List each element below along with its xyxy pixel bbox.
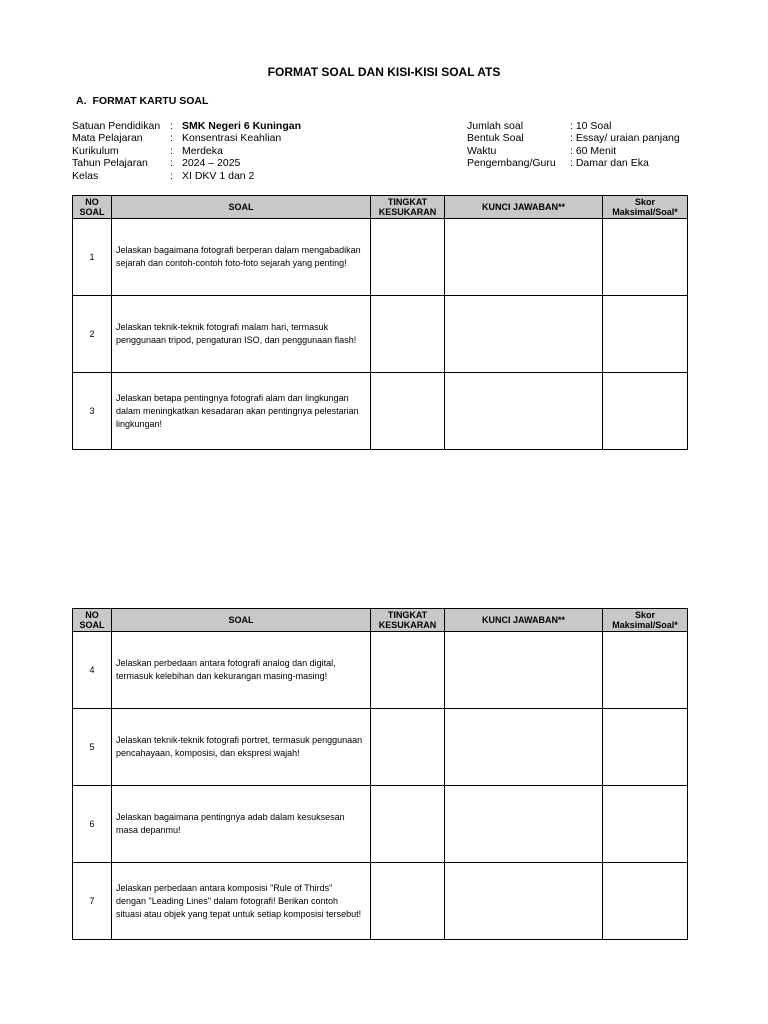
answer-key-cell <box>445 632 603 709</box>
header-tingkat-kesukaran: TINGKAT KESUKARAN <box>371 609 445 632</box>
table-row <box>73 786 688 863</box>
answer-key-cell <box>445 296 603 373</box>
difficulty-cell <box>371 863 445 940</box>
header-soal: SOAL <box>112 609 371 632</box>
question-number: 5 <box>73 709 112 786</box>
header-soal: SOAL <box>112 196 371 219</box>
difficulty-cell <box>371 632 445 709</box>
page-title: FORMAT SOAL DAN KISI-KISI SOAL ATS <box>267 65 501 79</box>
info-colon: : <box>170 144 173 157</box>
max-score-cell <box>603 219 688 296</box>
info-colon: : <box>170 169 173 182</box>
question-table-2 <box>72 608 688 940</box>
info-row-bentuk <box>467 132 680 144</box>
info-label: Jumlah soal <box>467 120 524 132</box>
question-text: Jelaskan bagaimana fotografi berperan dalam mengabadikan sejarah dan contoh-contoh foto-foto sejarah yang penting! <box>112 219 371 296</box>
question-number: 7 <box>73 863 112 940</box>
info-value: Merdeka <box>182 144 223 157</box>
question-text: Jelaskan betapa pentingnya fotografi alam dan lingkungan dalam meningkatkan kesadaran akan pentingnya pelestarian lingkungan! <box>112 373 371 450</box>
question-text: Jelaskan teknik-teknik fotografi malam hari, termasuk penggunaan tripod, pengaturan ISO, dan penggunaan flash! <box>112 296 371 373</box>
info-label: Bentuk Soal <box>467 132 524 145</box>
section-label: FORMAT KARTU SOAL <box>92 95 209 107</box>
answer-key-cell <box>445 219 603 296</box>
info-row-pengembang <box>467 157 680 169</box>
question-text: Jelaskan bagaimana pentingnya adab dalam kesuksesan masa depanmu! <box>112 786 371 863</box>
question-number: 2 <box>73 296 112 373</box>
max-score-cell <box>603 863 688 940</box>
info-value: : Essay/ uraian panjang <box>570 132 680 145</box>
info-label: Kurikulum <box>72 144 119 157</box>
header-kunci-jawaban: KUNCI JAWABAN** <box>445 609 603 632</box>
header-tingkat-kesukaran: TINGKAT KESUKARAN <box>371 196 445 219</box>
info-row-kurikulum <box>72 145 301 157</box>
question-text: Jelaskan perbedaan antara fotografi analog dan digital, termasuk kelebihan dan kekurangan masing-masing! <box>112 632 371 709</box>
info-row-kelas <box>72 170 301 182</box>
answer-key-cell <box>445 863 603 940</box>
table-row <box>73 632 688 709</box>
table-header-row <box>73 196 688 219</box>
section-number: A. <box>76 95 87 107</box>
info-value: Konsentrasi Keahlian <box>182 132 282 145</box>
answer-key-cell <box>445 786 603 863</box>
header-kunci-jawaban: KUNCI JAWABAN** <box>445 196 603 219</box>
question-table-1 <box>72 195 688 450</box>
question-number: 1 <box>73 219 112 296</box>
header-no-soal: NO SOAL <box>73 609 112 632</box>
table-row <box>73 219 688 296</box>
difficulty-cell <box>371 373 445 450</box>
table-row <box>73 373 688 450</box>
answer-key-cell <box>445 709 603 786</box>
max-score-cell <box>603 296 688 373</box>
table-row <box>73 296 688 373</box>
info-row-satuan <box>72 120 301 132</box>
section-heading <box>76 95 208 107</box>
header-skor-maksimal: Skor Maksimal/Soal* <box>603 196 688 219</box>
difficulty-cell <box>371 296 445 373</box>
info-value: XI DKV 1 dan 2 <box>182 169 255 182</box>
header-skor-maksimal: Skor Maksimal/Soal* <box>603 609 688 632</box>
table-row <box>73 709 688 786</box>
info-row-jumlah <box>467 120 680 132</box>
answer-key-cell <box>445 373 603 450</box>
info-value: SMK Negeri 6 Kuningan <box>182 120 302 132</box>
question-text: Jelaskan perbedaan antara komposisi "Rule of Thirds" dengan "Leading Lines" dalam fotografi! Berikan contoh situasi atau objek yang tepat untuk setiap komposisi tersebut! <box>112 863 371 940</box>
info-value: : Damar dan Eka <box>570 157 649 170</box>
info-colon: : <box>170 132 173 145</box>
info-label: Mata Pelajaran <box>72 132 143 145</box>
difficulty-cell <box>371 709 445 786</box>
exam-info <box>467 120 680 170</box>
info-colon: : <box>170 157 173 170</box>
identity-info <box>72 120 301 182</box>
info-label: Tahun Pelajaran <box>72 157 148 170</box>
info-label: Satuan Pendidikan <box>72 120 161 132</box>
info-row-waktu <box>467 145 680 157</box>
table-header-row <box>73 609 688 632</box>
question-number: 4 <box>73 632 112 709</box>
info-value: : 10 Soal <box>570 120 612 132</box>
max-score-cell <box>603 709 688 786</box>
info-row-mapel <box>72 132 301 144</box>
info-row-tahun <box>72 157 301 169</box>
question-number: 3 <box>73 373 112 450</box>
difficulty-cell <box>371 219 445 296</box>
info-label: Pengembang/Guru <box>467 157 556 170</box>
header-no-soal: NO SOAL <box>73 196 112 219</box>
info-value: : 60 Menit <box>570 144 617 157</box>
difficulty-cell <box>371 786 445 863</box>
question-number: 6 <box>73 786 112 863</box>
max-score-cell <box>603 786 688 863</box>
max-score-cell <box>603 632 688 709</box>
max-score-cell <box>603 373 688 450</box>
info-value: 2024 – 2025 <box>182 157 241 170</box>
info-label: Kelas <box>72 169 99 182</box>
question-text: Jelaskan teknik-teknik fotografi portret, termasuk penggunaan pencahayaan, komposisi, dan ekspresi wajah! <box>112 709 371 786</box>
info-colon: : <box>170 120 173 132</box>
table-row <box>73 863 688 940</box>
info-label: Waktu <box>467 144 497 157</box>
